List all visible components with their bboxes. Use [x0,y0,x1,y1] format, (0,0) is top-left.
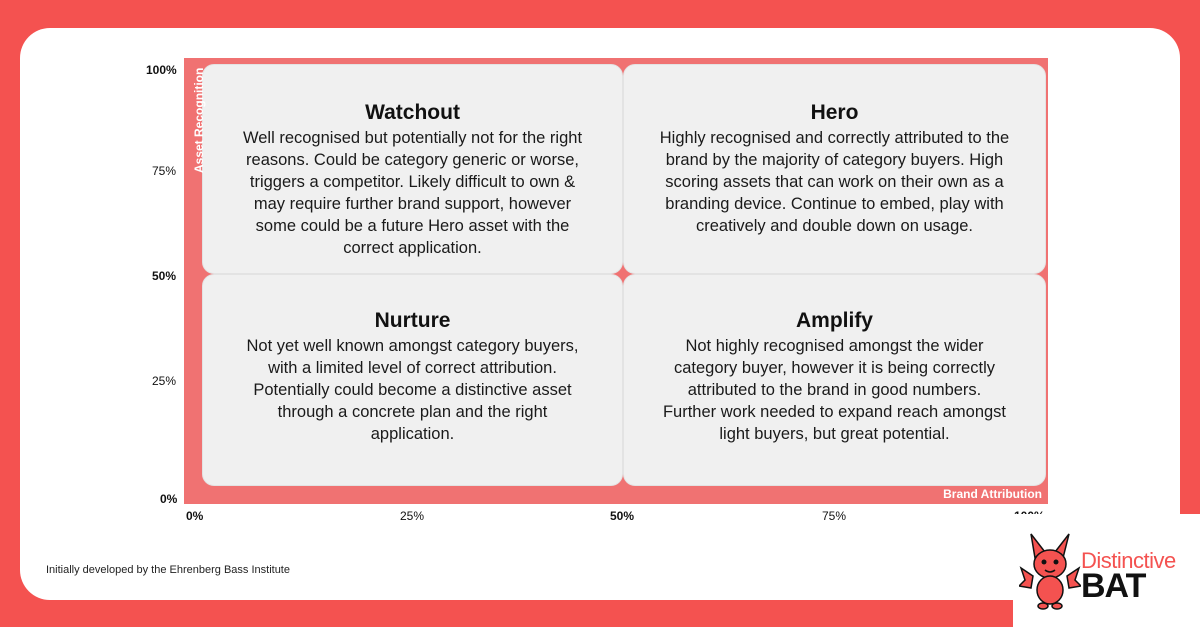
x-tick: 75% [822,509,847,523]
logo-wordmark-top: Distinctive [1081,548,1176,573]
y-tick: 75% [152,164,177,178]
quadrant-description: Well recognised but potentially not for the right reasons. Could be category generic or worse, triggers a competitor. Likely difficult to own & may require further brand support, however some could be a future Hero asset with the correct application. [242,129,583,257]
y-tick: 25% [152,374,177,388]
quadrant-watchout [202,64,623,274]
quadrant-title: Watchout [365,101,460,124]
y-tick: 100% [146,63,177,77]
distinctive-bat-logo [1013,514,1200,627]
quadrant-description: Highly recognised and correctly attributed to the brand by the majority of category buyers. High scoring assets that can work on their own as a branding device. Continue to embed, play with creatively and double down on usage. [659,129,1010,235]
bat-mascot-icon [1019,528,1081,620]
x-tick: 25% [400,509,425,523]
x-axis-label: Brand Attribution [943,487,1042,501]
logo-wordmark-bottom: BAT [1081,567,1146,605]
y-tick: 50% [152,269,177,283]
source-footnote: Initially developed by the Ehrenberg Bass Institute [46,564,290,576]
quadrant-description: Not yet well known amongst category buyers, with a limited level of correct attribution. Potentially could become a distinctive asset through a concrete plan and the right application. [246,337,579,443]
x-tick: 0% [186,509,204,523]
x-tick: 50% [610,509,635,523]
quadrant-hero [623,64,1046,274]
y-tick: 0% [160,492,178,506]
quadrant-nurture [202,274,623,486]
y-axis-label: Asset Recognition [192,67,206,173]
quadrant-description: Not highly recognised amongst the wider category buyer, however it is being correctly attributed to the brand in good numbers. Further work needed to expand reach amongst light buyers, but great potential. [662,337,1007,443]
quadrant-amplify [623,274,1046,486]
quadrant-title: Hero [810,101,859,124]
quadrant-title: Amplify [795,309,873,332]
quadrant-matrix [184,58,1048,504]
quadrant-title: Nurture [374,309,451,332]
